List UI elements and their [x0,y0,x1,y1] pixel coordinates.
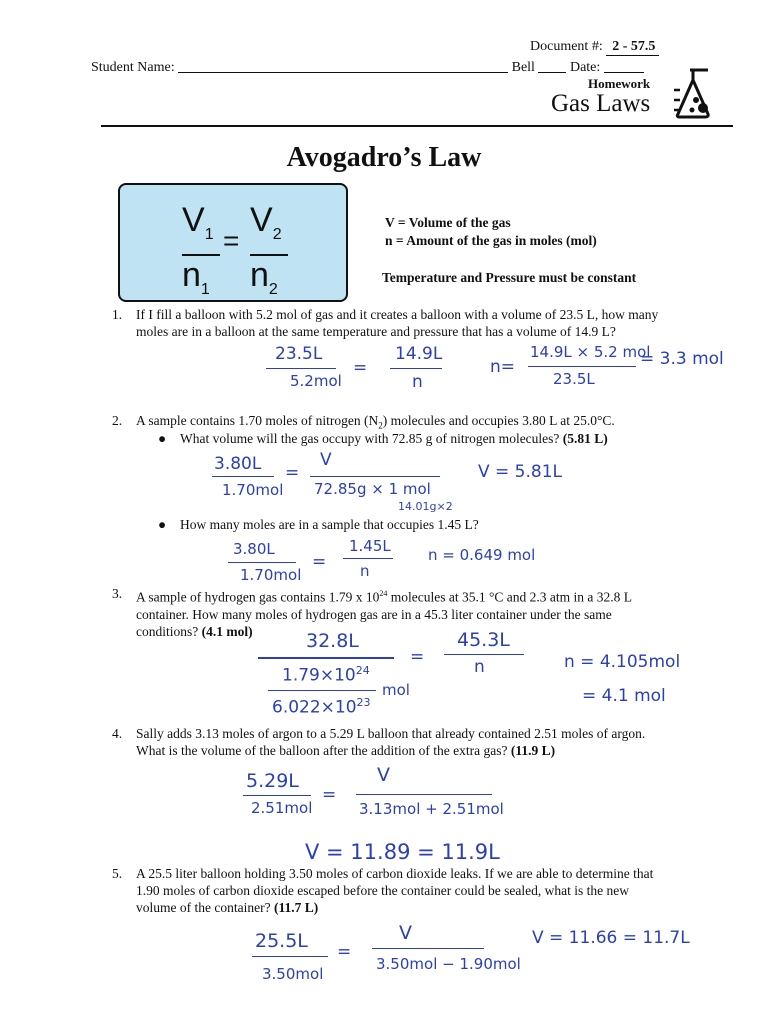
document-number-value: 2 - 57.5 [606,39,659,56]
definition-moles: n = Amount of the gas in moles (mol) [385,233,597,248]
formula-box [118,183,348,302]
student-name-field[interactable] [178,58,508,73]
definition-volume: V = Volume of the gas [385,215,511,230]
question-5: 5. A 25.5 liter balloon holding 3.50 moles of carbon dioxide leaks. If we are able to determine that 1.90 moles of carbon dioxide escaped before the container could be sealed, what is the new volume of the container? (11.7 L) [112,866,654,915]
unit-title: Gas Laws [551,90,651,117]
question-4: 4. Sally adds 3.13 moles of argon to a 5.29 L balloon that already contained 2.51 moles of argon. What is the volume of the balloon after the addition of the extra gas? (11.9 L) [112,726,646,758]
question-2-bullet-2: ● How many moles are in a sample that occupies 1.45 L? [158,517,479,532]
question-2-bullet-1: ● What volume will the gas occupy with 72.85 g of nitrogen molecules? (5.81 L) [158,431,608,446]
constant-note: Temperature and Pressure must be constant [382,270,637,285]
question-3: 3. A sample of hydrogen gas contains 1.79 x $10^{24}$ molecules at 35.1 °C and 2.3 atm in a 32.8 L container. How many moles of hydrogen gas are in a 45.3 liter container under the same conditions? (4.1 mol) [112,586,632,639]
formula-left-fraction: $V_1$ $n_1$ [182,203,220,307]
page-title: Avogadro’s Law [286,142,482,173]
bell-field[interactable] [538,58,566,73]
document-number: Document #: 2 - 57.5 [530,39,659,56]
date-field[interactable] [604,58,644,73]
formula-equals: = [223,225,240,256]
formula-right-fraction: $V_2$ $n_2$ [250,203,288,307]
question-2: 2. A sample contains 1.70 moles of nitrogen $(N_2)$ molecules and occupies 3.80 L at 25.0°C. [112,413,615,431]
header-divider [101,125,733,127]
question-1: 1. If I fill a balloon with 5.2 mol of gas and it creates a balloon with a volume of 23.5 L, how many moles are in a balloon at the same temperature and pressure that has a volume of 14.9 L? [112,307,659,339]
homework-label: Homework [588,76,651,91]
student-info-line: Student Name: Bell Date: [91,58,644,76]
flask-icon [670,66,722,125]
